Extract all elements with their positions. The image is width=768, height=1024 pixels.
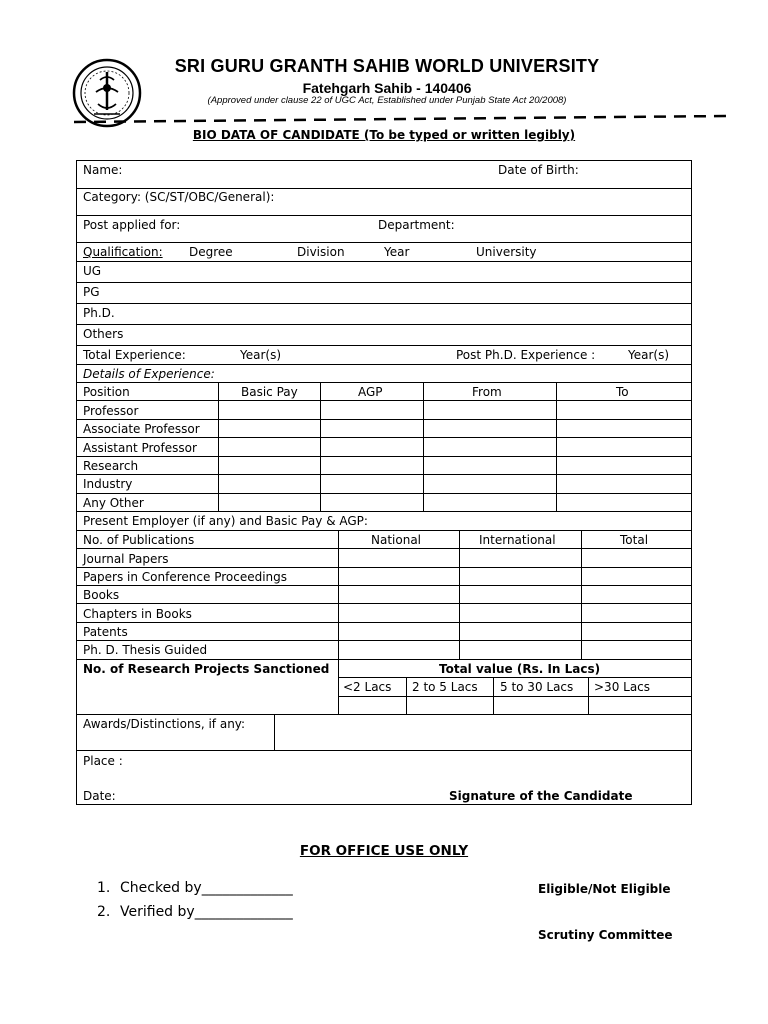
experience-row-associate-professor: Associate Professor [83, 422, 200, 436]
department-label: Department: [378, 218, 455, 232]
date-label: Date: [83, 789, 116, 803]
experience-row-research: Research [83, 459, 139, 473]
experience-row-industry: Industry [83, 477, 133, 491]
qualification-col-division: Division [297, 245, 345, 259]
verified-by-line: Verified by______________ [120, 904, 293, 920]
qualification-row-others: Others [83, 327, 124, 341]
publications-col-international: International [479, 533, 556, 547]
experience-row-assistant-professor: Assistant Professor [83, 441, 197, 455]
experience-col-from: From [472, 385, 502, 399]
name-label: Name: [83, 163, 123, 177]
experience-col-agp: AGP [358, 385, 383, 399]
qualification-row-pg: PG [83, 285, 100, 299]
qualification-row-phd: Ph.D. [83, 306, 115, 320]
experience-col-basic-pay: Basic Pay [241, 385, 298, 399]
projects-range-over-30: >30 Lacs [594, 680, 651, 694]
projects-total-value-label: Total value (Rs. In Lacs) [439, 662, 601, 676]
publications-row-patents: Patents [83, 625, 128, 639]
category-label: Category: (SC/ST/OBC/General): [83, 190, 275, 204]
form-title: BIO DATA OF CANDIDATE (To be typed or written legibly) [192, 128, 576, 142]
university-location: Fatehgarh Sahib - 140406 [302, 80, 472, 96]
publications-col-national: National [371, 533, 422, 547]
dob-label: Date of Birth: [498, 163, 579, 177]
qualification-col-university: University [476, 245, 537, 259]
awards-label: Awards/Distinctions, if any: [83, 717, 246, 731]
place-label: Place : [83, 754, 123, 768]
present-employer-label: Present Employer (if any) and Basic Pay & AGP: [83, 514, 368, 528]
publications-row-phd-guided: Ph. D. Thesis Guided [83, 643, 208, 657]
post-phd-years-label: Year(s) [628, 348, 670, 362]
publications-row-journal-papers: Journal Papers [83, 552, 169, 566]
publications-row-book-chapters: Chapters in Books [83, 607, 192, 621]
checked-by-number: 1. [97, 880, 111, 896]
experience-details-heading: Details of Experience: [83, 367, 215, 381]
approval-note: (Approved under clause 22 of UGC Act, Established under Punjab State Act 20/2008) [207, 95, 567, 106]
checked-by-line: Checked by_____________ [120, 880, 293, 896]
publications-row-books: Books [83, 588, 120, 602]
experience-row-professor: Professor [83, 404, 139, 418]
projects-range-5-to-30: 5 to 30 Lacs [500, 680, 574, 694]
qualification-col-degree: Degree [189, 245, 233, 259]
signature-label: Signature of the Candidate [449, 789, 633, 803]
eligibility-label: Eligible/Not Eligible [538, 882, 671, 896]
research-projects-label: No. of Research Projects Sanctioned [83, 662, 330, 676]
qualification-row-ug: UG [83, 264, 102, 278]
experience-col-to: To [616, 385, 629, 399]
post-phd-experience-label: Post Ph.D. Experience : [456, 348, 596, 362]
office-use-title: FOR OFFICE USE ONLY [299, 843, 469, 859]
experience-col-position: Position [83, 385, 130, 399]
total-experience-label: Total Experience: [83, 348, 186, 362]
university-name: SRI GURU GRANTH SAHIB WORLD UNIVERSITY [174, 56, 600, 76]
qualification-col-year: Year [384, 245, 410, 259]
verified-by-number: 2. [97, 904, 111, 920]
publications-row-conference-papers: Papers in Conference Proceedings [83, 570, 288, 584]
experience-row-any-other: Any Other [83, 496, 144, 510]
publications-col-total: Total [620, 533, 649, 547]
scrutiny-committee-label: Scrutiny Committee [538, 928, 673, 942]
publications-col-label: No. of Publications [83, 533, 195, 547]
projects-range-under-2: <2 Lacs [343, 680, 392, 694]
qualification-heading: Qualification: [83, 245, 163, 259]
post-applied-label: Post applied for: [83, 218, 181, 232]
projects-range-2-to-5: 2 to 5 Lacs [412, 680, 478, 694]
total-experience-years-label: Year(s) [240, 348, 282, 362]
